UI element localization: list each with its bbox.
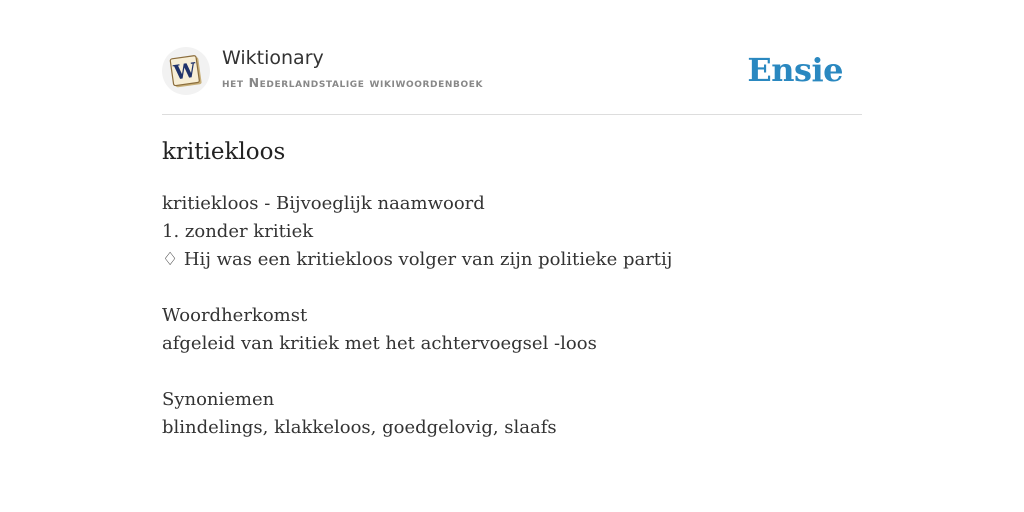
site-subtitle: het Nederlandstalige wikiwoordenboek (222, 75, 484, 90)
spacer (162, 358, 862, 386)
entry-content (162, 190, 862, 442)
definition-heading: kritiekloos - Bijvoeglijk naamwoord (162, 193, 485, 214)
site-title[interactable]: Wiktionary (222, 47, 324, 69)
etymology-heading: Woordherkomst (162, 305, 308, 326)
synonyms-heading: Synoniemen (162, 389, 275, 410)
page-title: kritiekloos (162, 139, 286, 165)
synonyms-text: blindelings, klakkeloos, goedgelovig, slaafs (162, 417, 557, 438)
sense-1: 1. zonder kritiek (162, 221, 314, 242)
wiktionary-logo-icon[interactable] (162, 47, 210, 95)
site-header (162, 44, 862, 115)
logo-letter: W (172, 57, 198, 85)
etymology-text: afgeleid van kritiek met het achtervoegsel -loos (162, 333, 597, 354)
spacer (162, 274, 862, 302)
ensie-brand-link[interactable]: Ensie (747, 51, 843, 89)
example-1: ♢ Hij was een kritiekloos volger van zijn politieke partij (162, 249, 673, 270)
